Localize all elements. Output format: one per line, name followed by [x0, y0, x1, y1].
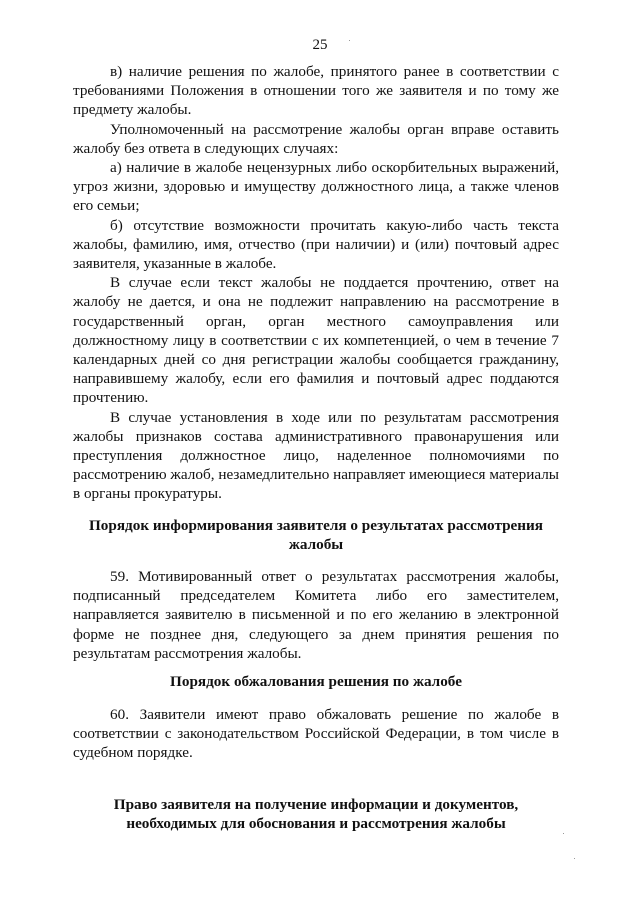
heading-informing	[73, 516, 559, 554]
heading-informing-line1: Порядок информирования заявителя о результатах рассмотрения	[88, 517, 544, 534]
paragraph-unreadable-text: б) отсутствие возможности прочитать какую-либо часть текста жалобы, фамилию, имя, отчество (при наличии) и (или) почтовый адрес заявителя, указанные в жалобе.	[73, 216, 559, 273]
paragraph-unreadable-complaint: В случае если текст жалобы не поддается прочтению, ответ на жалобу не дается, и она не подлежит направлению на рассмотрение в государственный орган, орган местного самоуправления или должностному лицу в соответствии с их компетенцией, о чем в течение 7 календарных дней со дня регистрации жалобы сообщается гражданину, направившему жалобу, если его фамилия и почтовый адрес поддаются прочтению.	[73, 274, 559, 407]
scan-speck	[574, 858, 575, 859]
paragraph-60: 60. Заявители имеют право обжаловать решение по жалобе в соответствии с законодательством Российской Федерации, в том числе в судебном порядке.	[73, 706, 559, 762]
heading-rights	[73, 795, 559, 833]
informing-block	[73, 567, 559, 663]
heading-appeal	[73, 672, 559, 691]
complaint-grounds-block	[73, 62, 559, 504]
paragraph-prosecution-referral: В случае установления в ходе или по результатам рассмотрения жалобы признаков состава административного правонарушения или преступления должностное лицо, наделенное полномочиями по рассмотрению жалоб, незамедлительно направляет имеющиеся материалы в органы прокуратуры.	[73, 408, 559, 503]
scan-speck	[563, 833, 564, 834]
paragraph-no-answer-cases: Уполномоченный на рассмотрение жалобы орган вправе оставить жалобу без ответа в следующих случаях:	[73, 120, 559, 157]
paragraph-59: 59. Мотивированный ответ о результатах рассмотрения жалобы, подписанный председателем Комитета либо его заместителем, направляется заявителю в письменной и по его желанию в электронной форме не позднее дня, следующего за днем принятия решения по результатам рассмотрения жалобы.	[73, 568, 559, 662]
appeal-block	[73, 705, 559, 763]
heading-appeal-text: Порядок обжалования решения по жалобе	[170, 673, 462, 690]
heading-rights-line1: Право заявителя на получение информации и документов,	[113, 796, 519, 813]
heading-informing-line2: жалобы	[288, 536, 344, 554]
scan-speck	[349, 40, 350, 41]
page-number: 25	[312, 37, 328, 53]
heading-rights-line2: необходимых для обоснования и рассмотрения жалобы	[126, 815, 506, 833]
paragraph-previous-decision: в) наличие решения по жалобе, принятого ранее в соответствии с требованиями Положения в отношении того же заявителя и по тому же предмету жалобы.	[73, 63, 559, 119]
paragraph-obscene-language: а) наличие в жалобе нецензурных либо оскорбительных выражений, угроз жизни, здоровью и имуществу должностного лица, а также членов его семьи;	[73, 159, 559, 215]
